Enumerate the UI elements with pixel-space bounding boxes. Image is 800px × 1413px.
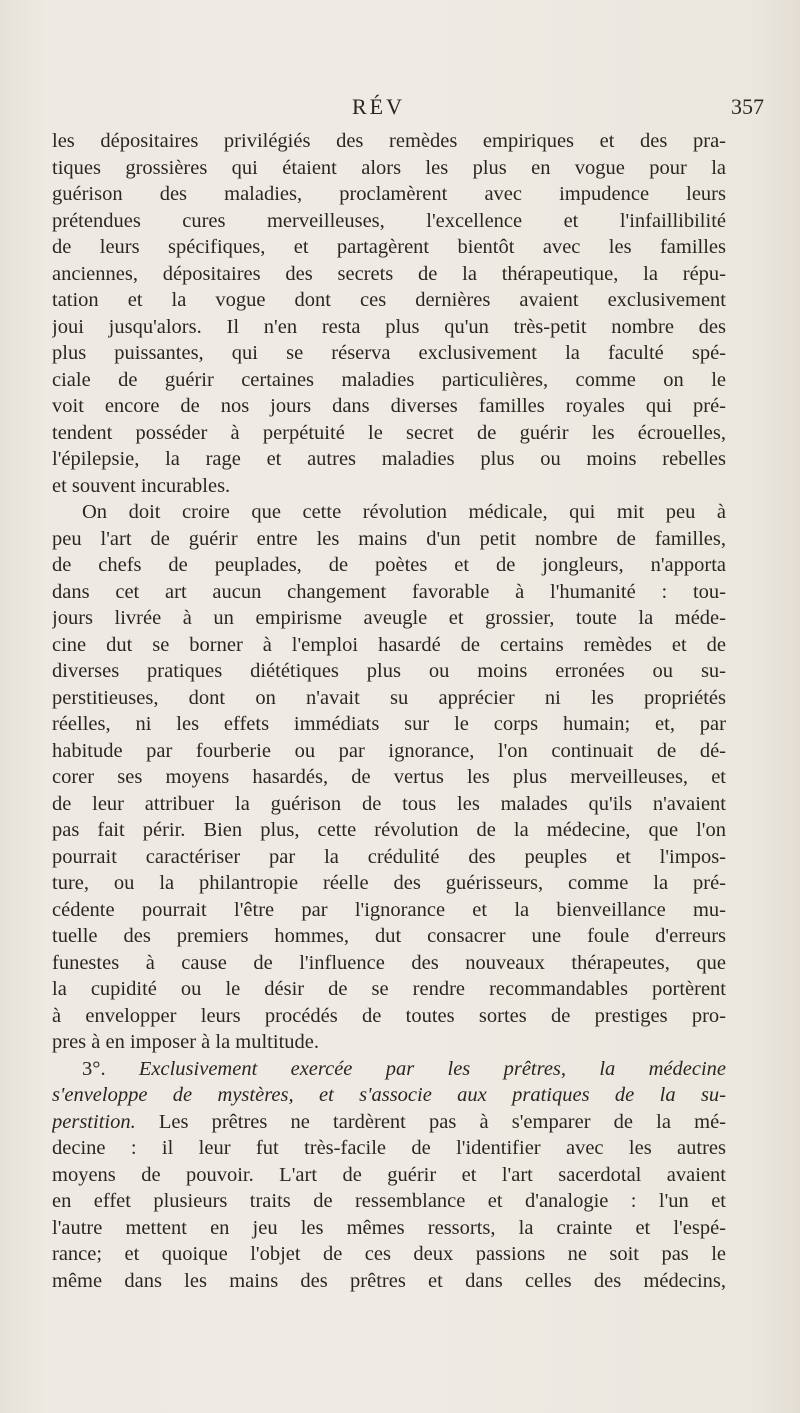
section-heading-line <box>52 1056 726 1083</box>
text-line: les dépositaires privilégiés des remèdes empiriques et des pra- <box>52 130 726 152</box>
section-text: Les prêtres ne tardèrent pas à s'emparer de la mé- <box>135 1110 726 1133</box>
text-line: pas fait périr. Bien plus, cette révolution de la médecine, que l'on <box>52 819 726 841</box>
text-line: dans cet art aucun changement favorable à l'humanité : tou- <box>52 580 726 603</box>
text-line: cédente pourrait l'être par l'ignorance et la bienveillance mu- <box>52 898 726 921</box>
section-title-italic: perstition. <box>52 1110 136 1133</box>
text-line: réelles, ni les effets immédiats sur le corps humain; et, par <box>52 713 726 735</box>
text-line: ture, ou la philantropie réelle des guérisseurs, comme la pré- <box>52 872 726 894</box>
text-line: de leurs spécifiques, et partagèrent bientôt avec les familles <box>52 236 726 258</box>
text-line: pourrait caractériser par la crédulité des peuples et l'impos- <box>52 845 726 868</box>
text-line: voit encore de nos jours dans diverses familles royales qui pré- <box>52 395 726 417</box>
paragraph-start-line: On doit croire que cette révolution médicale, qui mit peu à <box>82 501 726 523</box>
text-line: jours livrée à un empirisme aveugle et grossier, toute la méde- <box>52 607 726 629</box>
text-line: à envelopper leurs procédés de toutes sortes de prestiges pro- <box>52 1004 726 1027</box>
text-line: la cupidité ou le désir de se rendre recommandables portèrent <box>52 978 726 1000</box>
text-line: pres à en imposer à la multitude. <box>52 1031 319 1053</box>
text-line: tendent posséder à perpétuité le secret de guérir les écrouelles, <box>52 421 726 444</box>
page-header <box>52 94 764 126</box>
text-line: et souvent incurables. <box>52 474 231 497</box>
text-line: ciale de guérir certaines maladies particulières, comme on le <box>52 368 726 391</box>
text-line: cine dut se borner à l'emploi hasardé de certains remèdes et de <box>52 633 726 656</box>
text-line: tiques grossières qui étaient alors les plus en vogue pour la <box>52 156 726 179</box>
text-line: funestes à cause de l'influence des nouveaux thérapeutes, que <box>52 951 726 974</box>
text-line: rance; et quoique l'objet de ces deux passions ne soit pas le <box>52 1243 726 1265</box>
text-line: tuelle des premiers hommes, dut consacrer une foule d'erreurs <box>52 925 726 947</box>
text-line: tation et la vogue dont ces dernières avaient exclusivement <box>52 289 726 311</box>
section-title-italic-line: s'enveloppe de mystères, et s'associe aux pratiques de la su- <box>52 1084 726 1106</box>
running-head: RÉV <box>352 94 405 119</box>
section-number: 3°. <box>82 1057 139 1080</box>
section-title-italic: Exclusivement exercée par les prêtres, la médecine <box>138 1057 726 1080</box>
text-line: de leur attribuer la guérison de tous les malades qu'ils n'avaient <box>52 792 726 815</box>
section-title-end-line <box>52 1109 726 1136</box>
text-line: prétendues cures merveilleuses, l'excellence et l'infaillibilité <box>52 209 726 232</box>
text-line: en effet plusieurs traits de ressemblance et d'analogie : l'un et <box>52 1190 726 1212</box>
text-line: anciennes, dépositaires des secrets de la thérapeutique, la répu- <box>52 262 726 285</box>
text-line: l'autre mettent en jeu les mêmes ressorts, la crainte et l'espé- <box>52 1216 726 1239</box>
text-line: peu l'art de guérir entre les mains d'un petit nombre de familles, <box>52 527 726 550</box>
text-line: de chefs de peuplades, de poètes et de jongleurs, n'apporta <box>52 554 726 576</box>
text-line: plus puissantes, qui se réserva exclusivement la faculté spé- <box>52 342 726 364</box>
text-line: perstitieuses, dont on n'avait su apprécier ni les propriétés <box>52 686 726 709</box>
text-line: joui jusqu'alors. Il n'en resta plus qu'un très-petit nombre des <box>52 315 726 338</box>
page-number: 357 <box>731 94 764 119</box>
body-text <box>52 128 726 1294</box>
text-line: l'épilepsie, la rage et autres maladies plus ou moins rebelles <box>52 448 726 470</box>
text-line: habitude par fourberie ou par ignorance, l'on continuait de dé- <box>52 739 726 762</box>
text-line: moyens de pouvoir. L'art de guérir et l'art sacerdotal avaient <box>52 1163 726 1186</box>
text-line: guérison des maladies, proclamèrent avec impudence leurs <box>52 183 726 205</box>
text-line: même dans les mains des prêtres et dans celles des médecins, <box>52 1269 726 1292</box>
text-line: decine : il leur fut très-facile de l'identifier avec les autres <box>52 1137 726 1159</box>
text-line: diverses pratiques diététiques plus ou moins erronées ou su- <box>52 660 726 682</box>
text-line: corer ses moyens hasardés, de vertus les plus merveilleuses, et <box>52 766 726 788</box>
